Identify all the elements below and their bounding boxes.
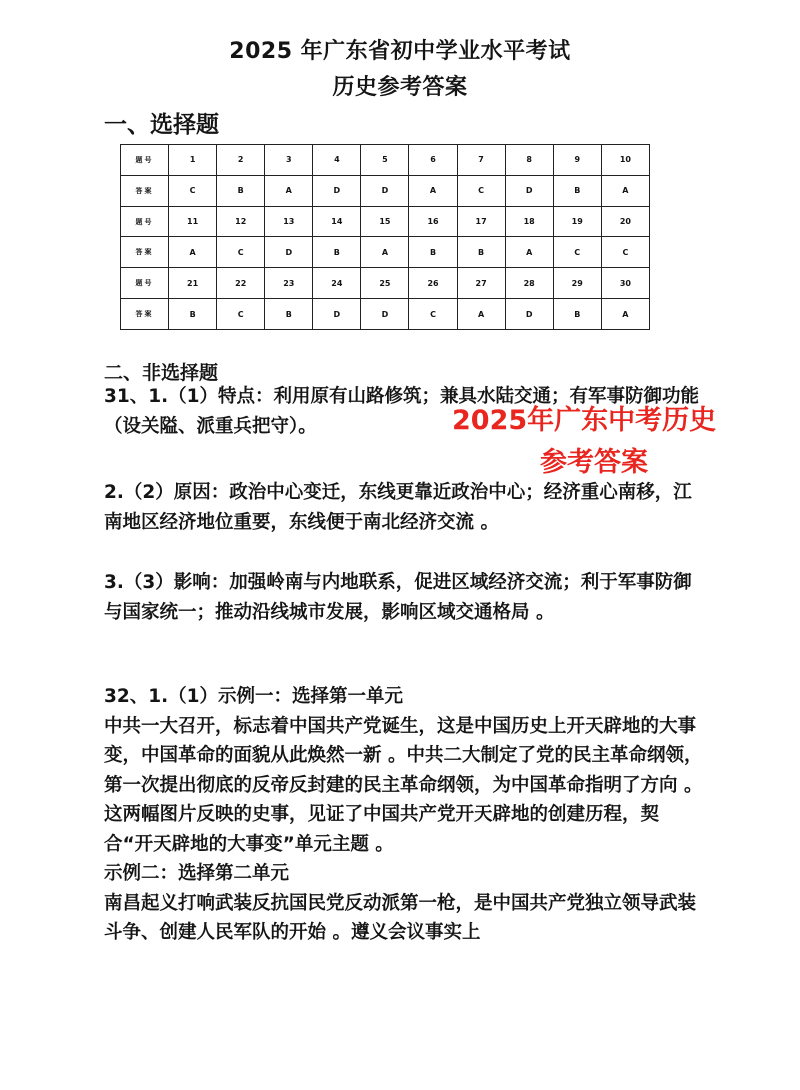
table-cell: 22 — [217, 268, 265, 299]
watermark-line1: 2025年广东中考历史 — [452, 405, 717, 436]
table-cell: 17 — [457, 206, 505, 237]
table-cell: 5 — [361, 145, 409, 176]
table-cell: A — [361, 237, 409, 268]
table-row — [121, 175, 650, 206]
answer-32-example1: 中共一大召开，标志着中国共产党诞生，这是中国历史上开天辟地的大事变，中国革命的面貌从此焕然一新 。中共二大制定了党的民主革命纲领，第一次提出彻底的反帝反封建的民主革命纲领，为中国革命指明了方向 。这两幅图片反映的史事，见证了中国共产党开天辟地的创建历程，契合“开天辟地的大事变”单元主题 。 — [104, 715, 703, 855]
table-cell: B — [169, 299, 217, 330]
table-row-header: 题号 — [121, 268, 169, 299]
table-cell: 27 — [457, 268, 505, 299]
answer-31-1: 31、1.（1）特点：利用原有山路修筑；兼具水陆交通；有军事防御功能（设关隘、派重兵把守）。 — [104, 386, 700, 437]
table-cell: D — [313, 175, 361, 206]
table-cell: 6 — [409, 145, 457, 176]
table-cell: B — [409, 237, 457, 268]
table-cell: 13 — [265, 206, 313, 237]
watermark-line2: 参考答案 — [540, 447, 648, 478]
section-heading-choice: 一、选择题 — [104, 112, 219, 138]
table-cell: 23 — [265, 268, 313, 299]
table-cell: 18 — [505, 206, 553, 237]
table-cell: 10 — [601, 145, 649, 176]
table-cell: 20 — [601, 206, 649, 237]
answer-32 — [104, 682, 704, 948]
table-cell: 19 — [553, 206, 601, 237]
table-cell: C — [553, 237, 601, 268]
table-row-header: 答案 — [121, 299, 169, 330]
table-cell: 2 — [217, 145, 265, 176]
table-cell: 9 — [553, 145, 601, 176]
table-cell: 4 — [313, 145, 361, 176]
table-row — [121, 268, 650, 299]
table-cell: C — [601, 237, 649, 268]
table-cell: C — [217, 299, 265, 330]
table-row — [121, 206, 650, 237]
table-cell: D — [505, 299, 553, 330]
table-cell: A — [169, 237, 217, 268]
table-cell: 21 — [169, 268, 217, 299]
table-cell: B — [457, 237, 505, 268]
table-row-header: 题号 — [121, 145, 169, 176]
table-cell: 1 — [169, 145, 217, 176]
table-cell: B — [217, 175, 265, 206]
table-cell: B — [265, 299, 313, 330]
table-cell: 14 — [313, 206, 361, 237]
table-cell: 12 — [217, 206, 265, 237]
table-cell: A — [601, 299, 649, 330]
answer-32-example2: 南昌起义打响武装反抗国民党反动派第一枪，是中国共产党独立领导武装斗争、创建人民军队的开始 。遵义会议事实上 — [104, 892, 697, 943]
table-row-header: 答案 — [121, 237, 169, 268]
table-cell: 11 — [169, 206, 217, 237]
section-heading-nonchoice: 二、非选择题 — [104, 362, 219, 384]
answer-31-3: 3.（3）影响：加强岭南与内地联系，促进区域经济交流；利于军事防御与国家统一；推动沿线城市发展，影响区域交通格局 。 — [104, 572, 692, 623]
table-cell: D — [313, 299, 361, 330]
table-row — [121, 237, 650, 268]
table-cell: C — [169, 175, 217, 206]
table-cell: D — [265, 237, 313, 268]
table-cell: B — [553, 175, 601, 206]
table-cell: A — [601, 175, 649, 206]
table-row — [121, 299, 650, 330]
table-cell: A — [409, 175, 457, 206]
table-cell: 28 — [505, 268, 553, 299]
table-cell: A — [457, 299, 505, 330]
answer-32-example2-heading: 示例二：选择第二单元 — [104, 863, 290, 884]
page-subtitle: 历史参考答案 — [332, 75, 468, 100]
answer-table — [120, 144, 650, 330]
table-row-header: 题号 — [121, 206, 169, 237]
answer-32-heading: 32、1.（1）示例一：选择第一单元 — [104, 686, 404, 707]
table-cell: 8 — [505, 145, 553, 176]
page-title: 2025 年广东省初中学业水平考试 — [229, 39, 571, 64]
table-cell: 3 — [265, 145, 313, 176]
table-cell: D — [505, 175, 553, 206]
table-cell: 26 — [409, 268, 457, 299]
table-cell: C — [409, 299, 457, 330]
table-cell: 25 — [361, 268, 409, 299]
table-cell: D — [361, 299, 409, 330]
table-cell: B — [553, 299, 601, 330]
table-cell: D — [361, 175, 409, 206]
table-cell: A — [265, 175, 313, 206]
table-cell: 15 — [361, 206, 409, 237]
table-cell: C — [457, 175, 505, 206]
table-cell: A — [505, 237, 553, 268]
table-cell: 30 — [601, 268, 649, 299]
table-cell: B — [313, 237, 361, 268]
answer-31-2: 2.（2）原因：政治中心变迁，东线更靠近政治中心；经济重心南移，江南地区经济地位重要，东线便于南北经济交流 。 — [104, 482, 692, 533]
table-cell: 7 — [457, 145, 505, 176]
table-cell: 24 — [313, 268, 361, 299]
table-cell: 16 — [409, 206, 457, 237]
table-cell: 29 — [553, 268, 601, 299]
table-cell: C — [217, 237, 265, 268]
table-row — [121, 145, 650, 176]
table-row-header: 答案 — [121, 175, 169, 206]
